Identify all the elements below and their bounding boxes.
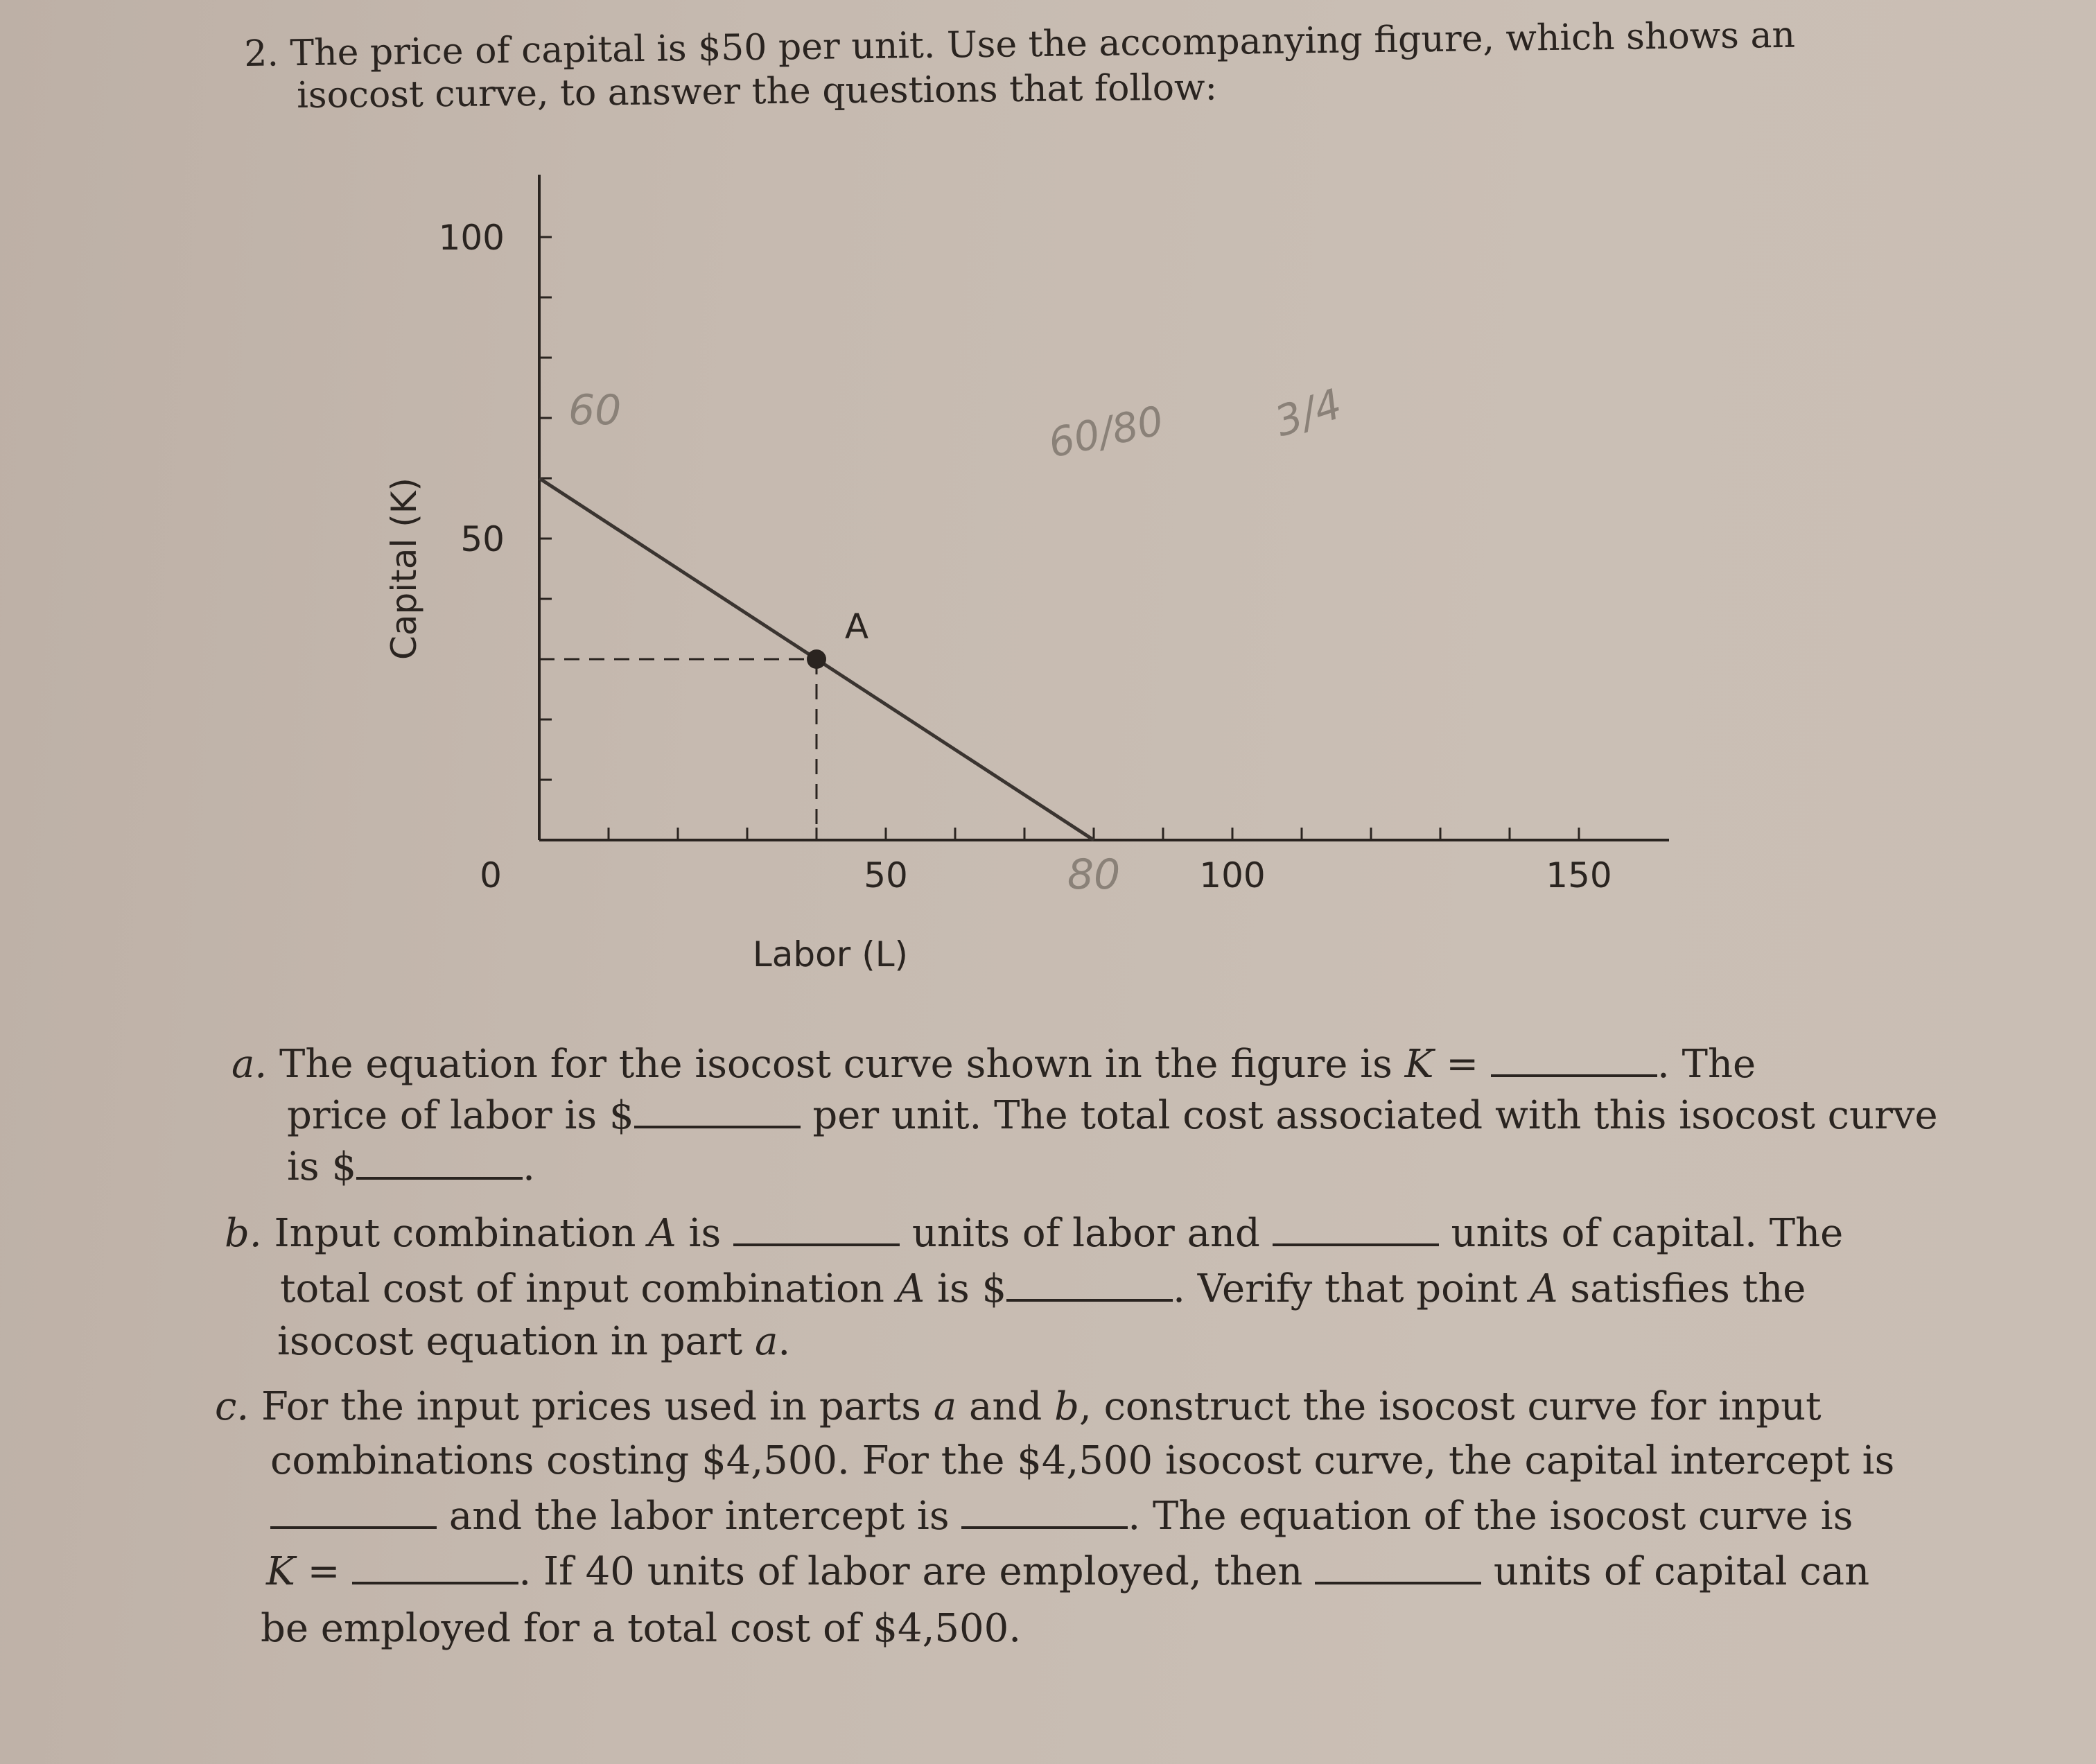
var-b-c: b — [1054, 1384, 1079, 1429]
x-tick-label-50: 50 — [864, 855, 908, 896]
part-b-line-2 — [280, 1266, 1806, 1311]
y-tick-label-50: 50 — [460, 519, 505, 559]
part-c-label: c. — [215, 1384, 250, 1429]
answer-blank-cost-a[interactable] — [1006, 1274, 1173, 1302]
part-a-line-3 — [287, 1144, 535, 1189]
equals-sign: = — [1446, 1042, 1479, 1087]
answer-blank-labor-units[interactable] — [733, 1219, 900, 1246]
part-c-text-4-mid: . If 40 units of labor are employed, then — [518, 1549, 1303, 1594]
question-intro-1: The price of capital is $50 per unit. Use the accompanying figure, which shows an — [290, 14, 1796, 75]
part-b-line-1 — [225, 1211, 1844, 1256]
part-c-line-3 — [270, 1494, 1853, 1539]
handwritten-80: 80 — [1067, 850, 1121, 899]
part-b-text-3: isocost equation in part — [277, 1319, 743, 1364]
part-b-text-1: Input combination — [274, 1211, 636, 1256]
y-axis-label: Capital (K) — [384, 477, 424, 661]
question-number: 2. — [243, 33, 279, 75]
part-a-text-2-end: per unit. The total cost associated with this isocost curve — [812, 1093, 1938, 1138]
part-b-text-2: total cost of input combination — [280, 1266, 884, 1311]
equals-sign-c: = — [307, 1549, 340, 1594]
part-c-line-5 — [261, 1606, 1022, 1651]
var-a-3: A — [1530, 1266, 1558, 1311]
part-b-text-2-mid: . Verify that point — [1173, 1266, 1518, 1311]
answer-blank-capital-40[interactable] — [1315, 1557, 1481, 1584]
x-axis-label: Labor (L) — [752, 934, 909, 975]
part-a-line-1 — [232, 1042, 1756, 1087]
point-a-label: A — [844, 606, 869, 647]
part-c-text-1-end: , construct the isocost curve for input — [1078, 1384, 1822, 1429]
part-c-text-3-end: . The equation of the isocost curve is — [1128, 1494, 1853, 1539]
var-a-2: A — [896, 1266, 925, 1311]
answer-blank-labor-price[interactable] — [634, 1101, 801, 1128]
part-c-text-3-mid: and the labor intercept is — [448, 1494, 950, 1539]
part-a-line-2 — [287, 1093, 1938, 1138]
part-b-is: is — [688, 1211, 722, 1256]
part-c-line-4 — [266, 1549, 1870, 1594]
part-b-line-3 — [277, 1319, 791, 1364]
answer-blank-capital-units[interactable] — [1273, 1219, 1439, 1246]
part-b-period: . — [778, 1319, 791, 1364]
part-a-text-3-end: . — [523, 1144, 535, 1189]
answer-blank-capital-intercept[interactable] — [270, 1501, 437, 1529]
y-tick-label-100: 100 — [438, 218, 505, 258]
part-a-text-2: price of labor is $ — [287, 1093, 634, 1138]
part-b-text-1-end: units of capital. The — [1451, 1211, 1844, 1256]
answer-blank-equation-c[interactable] — [352, 1557, 518, 1584]
part-c-line-2 — [270, 1438, 1895, 1483]
part-a-label: a. — [232, 1042, 268, 1087]
var-k: K — [1404, 1042, 1434, 1087]
part-b-label: b. — [225, 1211, 262, 1256]
point-a-marker — [807, 649, 826, 669]
part-b-text-1-mid: units of labor and — [911, 1211, 1260, 1256]
isocost-chart — [384, 175, 1669, 975]
handwritten-60: 60 — [568, 386, 622, 435]
answer-blank-labor-intercept[interactable] — [961, 1501, 1128, 1529]
part-a-text-1: The equation for the isocost curve shown in the figure is — [279, 1042, 1392, 1087]
part-c-line-1 — [215, 1384, 1822, 1429]
part-c-text-2: combinations costing $4,500. For the $4,500 isocost curve, the capital intercept is — [270, 1438, 1895, 1483]
handwritten-60-80: 60/80 — [1044, 396, 1168, 467]
var-a-part: a — [755, 1319, 778, 1364]
part-c-text-1: For the input prices used in parts — [261, 1384, 921, 1429]
var-k-c: K — [266, 1549, 295, 1594]
part-b-text-2-end: satisfies the — [1570, 1266, 1806, 1311]
part-c-and: and — [968, 1384, 1042, 1429]
x-tick-label-100: 100 — [1199, 855, 1266, 896]
answer-blank-equation[interactable] — [1491, 1049, 1657, 1077]
part-b-text-2-is: is $ — [937, 1266, 1007, 1311]
var-a-c: a — [933, 1384, 957, 1429]
x-tick-label-150: 150 — [1546, 855, 1612, 896]
x-tick-label-0: 0 — [480, 855, 502, 896]
handwritten-3-4: 3/4 — [1269, 379, 1348, 447]
part-a-text-3: is $ — [287, 1144, 357, 1189]
question-intro-2: isocost curve, to answer the questions that follow: — [296, 67, 1218, 116]
part-c-text-5: be employed for a total cost of $4,500. — [261, 1606, 1022, 1651]
part-c-text-4-end: units of capital can — [1493, 1549, 1870, 1594]
answer-blank-total-cost[interactable] — [356, 1152, 523, 1180]
part-a-text-1-end: . The — [1657, 1042, 1756, 1087]
var-a: A — [648, 1211, 676, 1256]
